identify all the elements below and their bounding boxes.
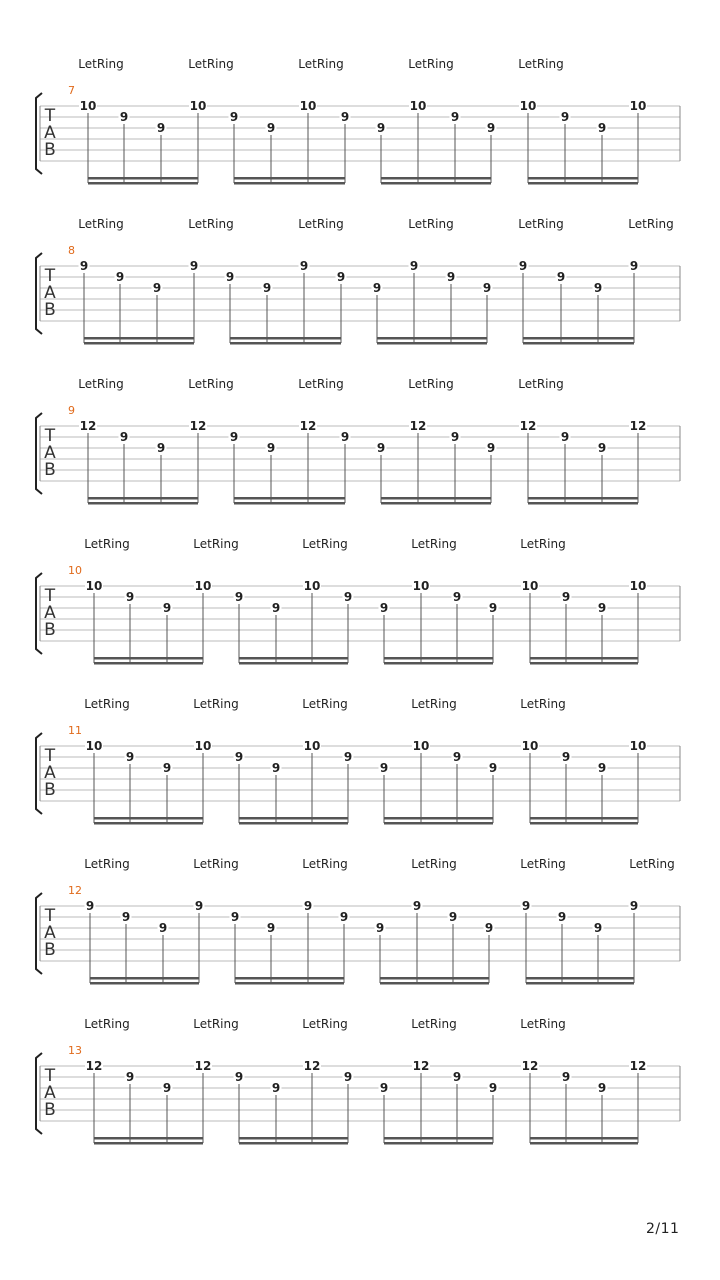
beam-secondary [523, 342, 634, 345]
fret-number: 9 [561, 590, 571, 604]
let-ring-label: LetRing [408, 57, 454, 71]
fret-number: 9 [266, 121, 276, 135]
fret-number: 9 [271, 1081, 281, 1095]
fret-number: 9 [560, 430, 570, 444]
fret-number: 9 [446, 270, 456, 284]
fret-number: 10 [85, 739, 103, 753]
system-bracket [36, 253, 42, 334]
fret-number: 9 [412, 899, 422, 913]
fret-number: 10 [412, 739, 430, 753]
beam-primary [88, 497, 198, 500]
fret-number: 9 [85, 899, 95, 913]
fret-number: 10 [194, 579, 212, 593]
beam-secondary [377, 342, 487, 345]
beam-primary [384, 657, 493, 660]
beam-primary [94, 817, 203, 820]
beam-primary [381, 177, 491, 180]
beam-secondary [90, 982, 199, 985]
fret-number: 9 [561, 750, 571, 764]
tab-clef-letter: B [44, 620, 56, 640]
let-ring-label: LetRing [411, 697, 457, 711]
let-ring-label: LetRing [628, 217, 674, 231]
beam-primary [530, 1137, 638, 1140]
fret-number: 9 [379, 601, 389, 615]
let-ring-label: LetRing [193, 537, 239, 551]
fret-number: 12 [629, 1059, 647, 1073]
fret-number: 9 [79, 259, 89, 273]
let-ring-label: LetRing [411, 857, 457, 871]
let-ring-label: LetRing [518, 217, 564, 231]
system-bracket [36, 93, 42, 174]
let-ring-label: LetRing [193, 857, 239, 871]
system-bracket [36, 733, 42, 814]
beam-secondary [239, 662, 348, 665]
let-ring-label: LetRing [520, 1017, 566, 1031]
fret-number: 9 [162, 601, 172, 615]
beam-secondary [384, 662, 493, 665]
fret-number: 9 [629, 899, 639, 913]
let-ring-label: LetRing [84, 1017, 130, 1031]
fret-number: 12 [519, 419, 537, 433]
fret-number: 9 [303, 899, 313, 913]
let-ring-label: LetRing [193, 1017, 239, 1031]
let-ring-label: LetRing [520, 537, 566, 551]
let-ring-label: LetRing [302, 537, 348, 551]
fret-number: 12 [412, 1059, 430, 1073]
tab-clef-letter: T [44, 266, 56, 286]
fret-number: 9 [299, 259, 309, 273]
fret-number: 12 [409, 419, 427, 433]
beam-secondary [528, 502, 638, 505]
fret-number: 12 [194, 1059, 212, 1073]
fret-number: 9 [156, 441, 166, 455]
fret-number: 9 [162, 1081, 172, 1095]
beam-secondary [94, 822, 203, 825]
fret-number: 12 [521, 1059, 539, 1073]
fret-number: 9 [336, 270, 346, 284]
beam-primary [230, 337, 341, 340]
let-ring-label: LetRing [520, 857, 566, 871]
let-ring-label: LetRing [629, 857, 675, 871]
beam-secondary [528, 182, 638, 185]
beam-secondary [530, 822, 638, 825]
fret-number: 12 [303, 1059, 321, 1073]
let-ring-label: LetRing [518, 57, 564, 71]
tab-clef-letter: A [44, 123, 56, 143]
tab-clef-letter: T [44, 586, 56, 606]
fret-number: 9 [343, 590, 353, 604]
let-ring-label: LetRing [302, 857, 348, 871]
fret-number: 9 [121, 910, 131, 924]
fret-number: 9 [194, 899, 204, 913]
beam-secondary [530, 1142, 638, 1145]
fret-number: 9 [115, 270, 125, 284]
fret-number: 9 [521, 899, 531, 913]
fret-number: 9 [488, 601, 498, 615]
fret-number: 9 [119, 110, 129, 124]
tab-clef-letter: A [44, 603, 56, 623]
fret-number: 9 [597, 761, 607, 775]
fret-number: 10 [189, 99, 207, 113]
let-ring-label: LetRing [408, 217, 454, 231]
fret-number: 9 [561, 1070, 571, 1084]
beam-primary [384, 1137, 493, 1140]
beam-primary [234, 177, 345, 180]
let-ring-label: LetRing [298, 217, 344, 231]
tab-clef-letter: T [44, 426, 56, 446]
fret-number: 10 [79, 99, 97, 113]
beam-secondary [239, 1142, 348, 1145]
beam-secondary [384, 822, 493, 825]
fret-number: 9 [597, 601, 607, 615]
tab-clef-letter: T [44, 906, 56, 926]
let-ring-label: LetRing [302, 1017, 348, 1031]
let-ring-label: LetRing [78, 377, 124, 391]
fret-number: 12 [79, 419, 97, 433]
fret-number: 9 [119, 430, 129, 444]
beam-secondary [380, 982, 489, 985]
fret-number: 9 [271, 761, 281, 775]
fret-number: 9 [452, 750, 462, 764]
beam-secondary [94, 1142, 203, 1145]
beam-primary [88, 177, 198, 180]
fret-number: 9 [450, 430, 460, 444]
fret-number: 9 [482, 281, 492, 295]
fret-number: 9 [230, 910, 240, 924]
fret-number: 9 [152, 281, 162, 295]
let-ring-label: LetRing [520, 697, 566, 711]
beam-secondary [234, 182, 345, 185]
measure-number: 10 [68, 564, 82, 577]
beam-secondary [239, 822, 348, 825]
fret-number: 9 [488, 1081, 498, 1095]
fret-number: 10 [194, 739, 212, 753]
fret-number: 12 [629, 419, 647, 433]
fret-number: 9 [557, 910, 567, 924]
fret-number: 9 [486, 121, 496, 135]
fret-number: 10 [303, 579, 321, 593]
tab-clef-letter: T [44, 1066, 56, 1086]
fret-number: 9 [343, 750, 353, 764]
beam-secondary [88, 502, 198, 505]
let-ring-label: LetRing [298, 377, 344, 391]
beam-primary [239, 1137, 348, 1140]
fret-number: 9 [484, 921, 494, 935]
beam-primary [377, 337, 487, 340]
fret-number: 10 [521, 579, 539, 593]
fret-number: 10 [412, 579, 430, 593]
let-ring-label: LetRing [193, 697, 239, 711]
fret-number: 10 [299, 99, 317, 113]
beam-secondary [530, 662, 638, 665]
beam-primary [234, 497, 345, 500]
system-bracket [36, 1053, 42, 1134]
fret-number: 9 [234, 590, 244, 604]
system-bracket [36, 413, 42, 494]
fret-number: 9 [189, 259, 199, 273]
beam-secondary [384, 1142, 493, 1145]
fret-number: 9 [339, 910, 349, 924]
fret-number: 9 [234, 1070, 244, 1084]
fret-number: 9 [125, 750, 135, 764]
beam-primary [239, 817, 348, 820]
let-ring-label: LetRing [188, 377, 234, 391]
tab-clef-letter: T [44, 106, 56, 126]
beam-secondary [235, 982, 344, 985]
fret-number: 9 [229, 430, 239, 444]
beam-primary [381, 497, 491, 500]
fret-number: 9 [450, 110, 460, 124]
tab-clef-letter: B [44, 300, 56, 320]
fret-number: 9 [452, 1070, 462, 1084]
tab-clef-letter: A [44, 763, 56, 783]
fret-number: 9 [597, 441, 607, 455]
fret-number: 9 [448, 910, 458, 924]
fret-number: 9 [376, 441, 386, 455]
beam-primary [530, 657, 638, 660]
beam-secondary [526, 982, 634, 985]
fret-number: 12 [299, 419, 317, 433]
beam-primary [526, 977, 634, 980]
beam-primary [84, 337, 194, 340]
fret-number: 10 [629, 579, 647, 593]
let-ring-label: LetRing [188, 57, 234, 71]
system-bracket [36, 573, 42, 654]
fret-number: 9 [409, 259, 419, 273]
let-ring-label: LetRing [411, 537, 457, 551]
beam-primary [530, 817, 638, 820]
fret-number: 9 [379, 1081, 389, 1095]
fret-number: 9 [266, 441, 276, 455]
let-ring-label: LetRing [84, 537, 130, 551]
fret-number: 12 [85, 1059, 103, 1073]
fret-number: 9 [597, 1081, 607, 1095]
fret-number: 9 [488, 761, 498, 775]
beam-primary [523, 337, 634, 340]
fret-number: 10 [85, 579, 103, 593]
measure-number: 13 [68, 1044, 82, 1057]
fret-number: 9 [262, 281, 272, 295]
system-bracket [36, 893, 42, 974]
beam-secondary [88, 182, 198, 185]
measure-number: 8 [68, 244, 75, 257]
measure-number: 12 [68, 884, 82, 897]
let-ring-label: LetRing [78, 57, 124, 71]
beam-primary [239, 657, 348, 660]
tab-clef-letter: B [44, 460, 56, 480]
beam-primary [94, 657, 203, 660]
tab-clef-letter: B [44, 780, 56, 800]
fret-number: 10 [521, 739, 539, 753]
beam-secondary [381, 502, 491, 505]
fret-number: 9 [486, 441, 496, 455]
fret-number: 9 [225, 270, 235, 284]
fret-number: 9 [340, 110, 350, 124]
fret-number: 9 [229, 110, 239, 124]
let-ring-label: LetRing [411, 1017, 457, 1031]
fret-number: 9 [271, 601, 281, 615]
fret-number: 9 [162, 761, 172, 775]
fret-number: 9 [372, 281, 382, 295]
tab-clef-letter: A [44, 1083, 56, 1103]
fret-number: 12 [189, 419, 207, 433]
fret-number: 9 [156, 121, 166, 135]
fret-number: 9 [340, 430, 350, 444]
beam-primary [528, 497, 638, 500]
beam-primary [384, 817, 493, 820]
beam-secondary [230, 342, 341, 345]
let-ring-label: LetRing [84, 857, 130, 871]
fret-number: 9 [266, 921, 276, 935]
fret-number: 9 [125, 590, 135, 604]
fret-number: 9 [452, 590, 462, 604]
let-ring-label: LetRing [298, 57, 344, 71]
fret-number: 10 [409, 99, 427, 113]
fret-number: 9 [379, 761, 389, 775]
fret-number: 9 [343, 1070, 353, 1084]
fret-number: 9 [234, 750, 244, 764]
fret-number: 10 [629, 739, 647, 753]
measure-number: 7 [68, 84, 75, 97]
tab-clef-letter: B [44, 940, 56, 960]
fret-number: 10 [519, 99, 537, 113]
beam-primary [94, 1137, 203, 1140]
fret-number: 10 [303, 739, 321, 753]
let-ring-label: LetRing [302, 697, 348, 711]
measure-number: 11 [68, 724, 82, 737]
let-ring-label: LetRing [518, 377, 564, 391]
fret-number: 9 [593, 921, 603, 935]
beam-primary [380, 977, 489, 980]
tab-clef-letter: B [44, 140, 56, 160]
tab-clef-letter: B [44, 1100, 56, 1120]
beam-primary [528, 177, 638, 180]
fret-number: 9 [593, 281, 603, 295]
beam-secondary [234, 502, 345, 505]
fret-number: 9 [158, 921, 168, 935]
beam-secondary [84, 342, 194, 345]
tab-clef-letter: A [44, 923, 56, 943]
let-ring-label: LetRing [188, 217, 234, 231]
fret-number: 9 [125, 1070, 135, 1084]
fret-number: 9 [556, 270, 566, 284]
fret-number: 9 [629, 259, 639, 273]
beam-secondary [94, 662, 203, 665]
fret-number: 9 [518, 259, 528, 273]
fret-number: 9 [597, 121, 607, 135]
tab-clef-letter: A [44, 283, 56, 303]
let-ring-label: LetRing [408, 377, 454, 391]
beam-primary [235, 977, 344, 980]
tab-clef-letter: A [44, 443, 56, 463]
fret-number: 9 [560, 110, 570, 124]
measure-number: 9 [68, 404, 75, 417]
fret-number: 9 [375, 921, 385, 935]
tab-clef-letter: T [44, 746, 56, 766]
fret-number: 10 [629, 99, 647, 113]
beam-secondary [381, 182, 491, 185]
page-number: 2/11 [646, 1221, 680, 1237]
let-ring-label: LetRing [78, 217, 124, 231]
let-ring-label: LetRing [84, 697, 130, 711]
beam-primary [90, 977, 199, 980]
fret-number: 9 [376, 121, 386, 135]
